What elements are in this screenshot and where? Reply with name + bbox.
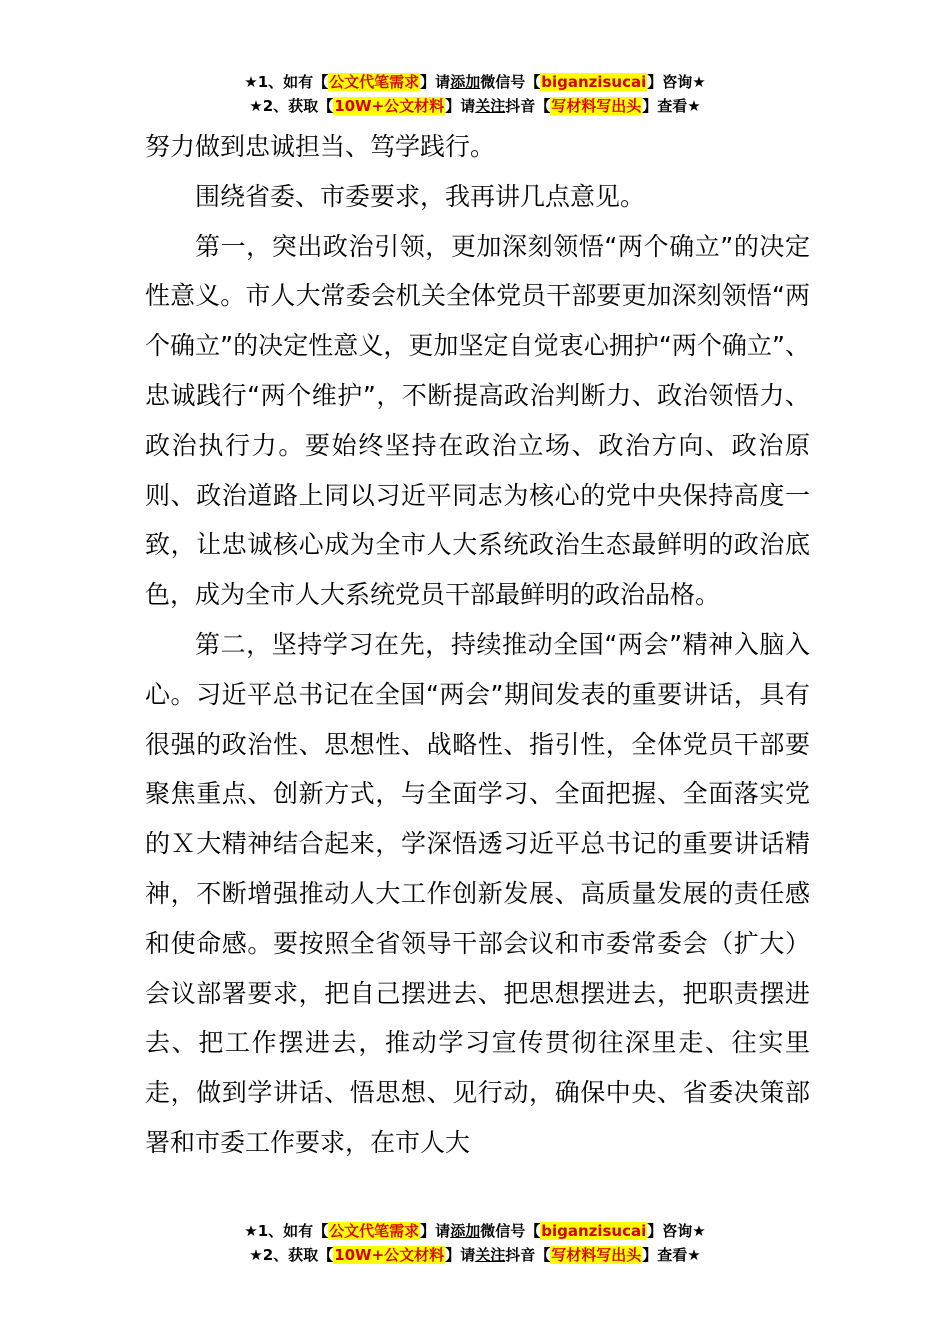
paragraph-3: 第二，坚持学习在先，持续推动全国“两会”精神入脑入心。习近平总书记在全国“两会”期间发表的重要讲话，具有很强的政治性、思想性、战略性、指引性，全体党员干部要聚焦重点、创新方式，与全面学习、全面把握、全面落实党的Ｘ大精神结合起来，学深悟透习近平总书记的重要讲话精神，不断增强推动人大工作创新发展、高质量发展的责任感和使命感。要按照全省领导干部会议和市委常委会（扩大）会议部署要求，把自己摆进去、把思想摆进去，把职责摆进去、把工作摆进去，推动学习宣传贯彻往深里走、往实里走，做到学讲话、悟思想、见行动，确保中央、省委决策部署和市委工作要求，在市人大 <box>145 629 810 1157</box>
highlight-materials: 10W+公文材料 <box>334 97 445 115</box>
banner-line-1: ★1、如有【公文代笔需求】请添加微信号【biganzisucai】咨询★ <box>244 73 706 91</box>
highlight-materials: 10W+公文材料 <box>334 1246 445 1264</box>
highlight-douyin: 写材料写出头 <box>551 97 642 115</box>
highlight-wechat-id: biganzisucai <box>541 73 647 91</box>
highlight-wechat-id: biganzisucai <box>541 1222 647 1240</box>
banner-line-2: ★2、获取【10W+公文材料】请关注抖音【写材料写出头】查看★ <box>249 1246 701 1264</box>
highlight-douyin: 写材料写出头 <box>551 1246 642 1264</box>
paragraph-0: 努力做到忠诚担当、笃学践行。 <box>145 132 496 161</box>
paragraph-2: 第一，突出政治引领，更加深刻领悟“两个确立”的决定性意义。市人大常委会机关全体党员干部要更加深刻领悟“两个确立”的决定性意义，更加坚定自觉衷心拥护“两个确立”、忠诚践行“两个维护”，不断提高政治判断力、政治领悟力、政治执行力。要始终坚持在政治立场、政治方向、政治原则、政治道路上同以习近平同志为核心的党中央保持高度一致，让忠诚核心成为全市人大系统政治生态最鲜明的政治底色，成为全市人大系统党员干部最鲜明的政治品格。 <box>145 231 810 610</box>
highlight-service: 公文代笔需求 <box>329 1222 420 1240</box>
footer-banner <box>0 1219 950 1267</box>
header-banner <box>0 70 950 118</box>
banner-line-2: ★2、获取【10W+公文材料】请关注抖音【写材料写出头】查看★ <box>249 97 701 115</box>
paragraph-1: 围绕省委、市委要求，我再讲几点意见。 <box>195 181 646 211</box>
highlight-service: 公文代笔需求 <box>329 73 420 91</box>
document-body <box>145 122 810 1168</box>
banner-line-1: ★1、如有【公文代笔需求】请添加微信号【biganzisucai】咨询★ <box>244 1222 706 1240</box>
